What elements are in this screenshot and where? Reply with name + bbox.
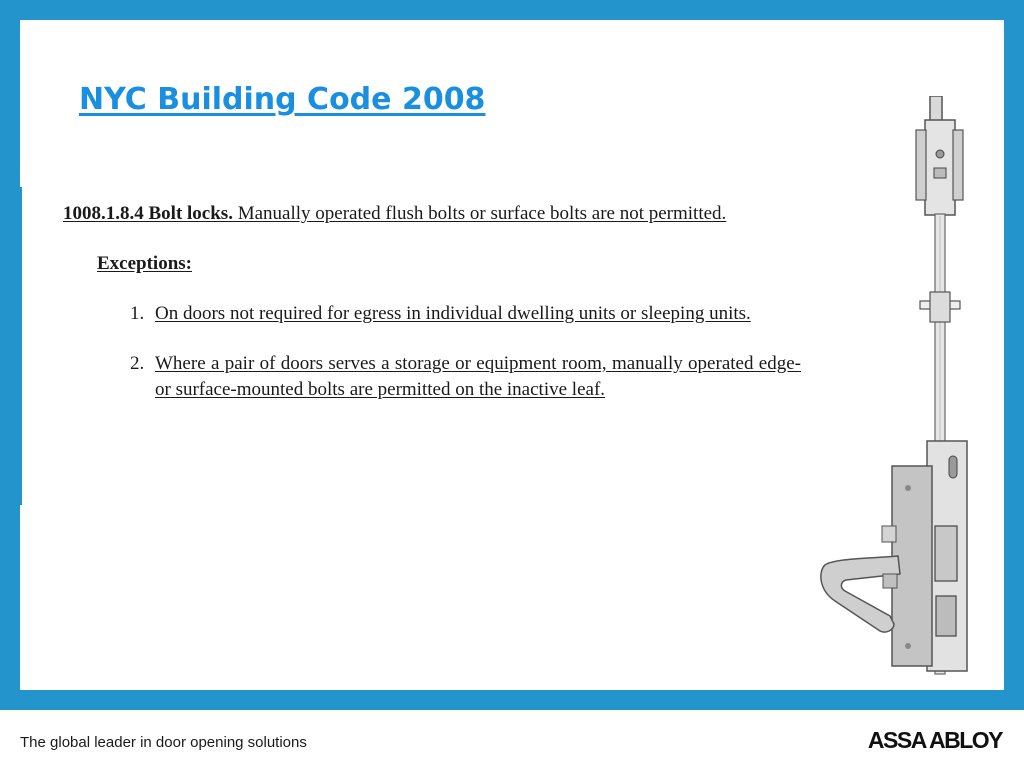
section-body: Manually operated flush bolts or surface bolts are not permitted.: [232, 203, 727, 224]
section-heading: 1008.1.8.4 Bolt locks.: [63, 203, 233, 224]
exception-number: 1.: [130, 303, 145, 324]
exception-item: [63, 301, 801, 327]
section-paragraph: [63, 201, 801, 227]
door-hardware-icon: [790, 96, 990, 696]
exceptions-heading: Exceptions:: [97, 253, 192, 274]
code-excerpt: [20, 187, 810, 505]
brand-logo: ASSA ABLOY: [867, 727, 1002, 753]
footer-tagline: The global leader in door opening solutions: [20, 734, 307, 751]
exception-text: Where a pair of doors serves a storage or equipment room, manually operated edge- or surface-mounted bolts are permitted on the inactive leaf.: [155, 353, 801, 400]
code-text: [63, 201, 801, 427]
footer: [0, 710, 1024, 768]
slide-title: NYC Building Code 2008: [79, 82, 486, 117]
exception-number: 2.: [130, 353, 145, 374]
slide-canvas: [20, 20, 1004, 690]
exception-item: [63, 351, 801, 403]
exception-text: On doors not required for egress in individual dwelling units or sleeping units.: [155, 303, 751, 324]
exceptions-list: [63, 301, 801, 403]
